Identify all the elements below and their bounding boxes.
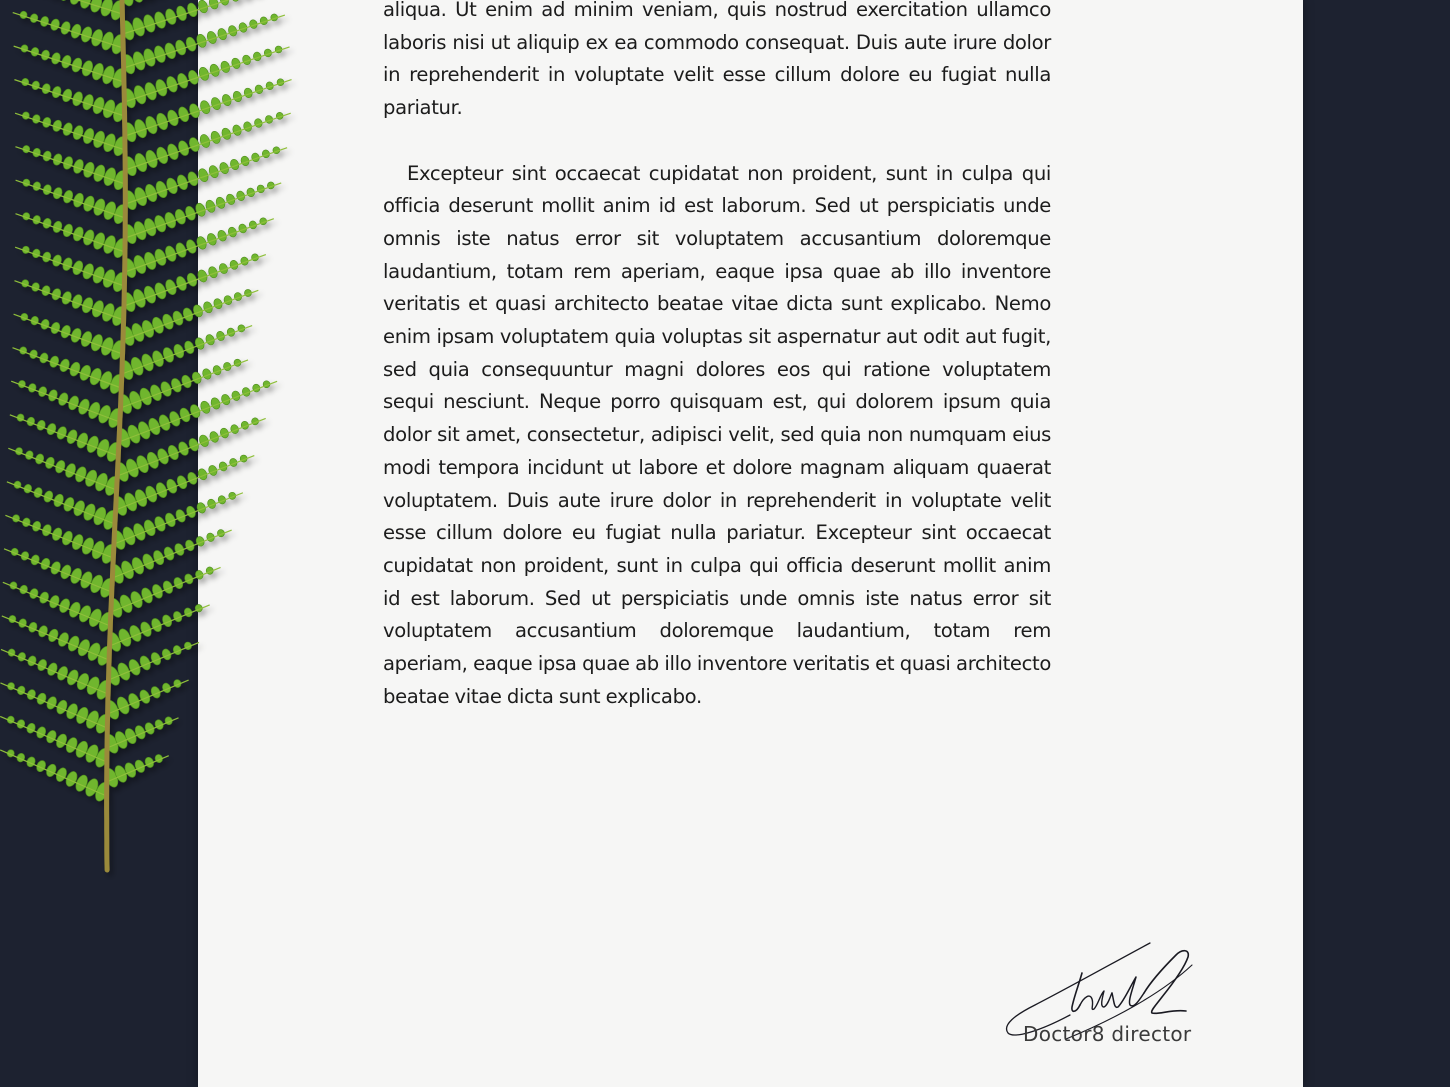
fern-leaf-icon (0, 0, 300, 880)
signature-caption: Doctor8 director (1023, 1022, 1192, 1046)
paragraph: Excepteur sint occaecat cupidatat non proident, sunt in culpa qui officia deserunt mollit anim id est laborum. Sed ut perspiciatis unde omnis iste natus error sit voluptatem accusantium doloremque laudantium, totam rem aperiam, eaque ipsa quae ab illo inventore veritatis et quasi architecto beatae vitae dicta sunt explicabo. Nemo enim ipsam voluptatem quia voluptas sit aspernatur aut odit aut fugit, sed quia consequuntur magni dolores eos qui ratione voluptatem sequi nesciunt. Neque porro quisquam est, qui dolorem ipsum quia dolor sit amet, consectetur, adipisci velit, sed quia non numquam eius modi tempora incidunt ut labore et dolore magnam aliquam quaerat voluptatem. Duis aute irure dolor in reprehenderit in voluptate velit esse cillum dolore eu fugiat nulla pariatur. Excepteur sint occaecat cupidatat non proident, sunt in culpa qui officia deserunt mollit anim id est laborum. Sed ut perspiciatis unde omnis iste natus error sit voluptatem accusantium doloremque laudantium, totam rem aperiam, eaque ipsa quae ab illo inventore veritatis et quasi architecto beatae vitae dicta sunt explicabo. (383, 161, 1051, 708)
letter-body (383, 0, 1051, 713)
fern-leaflet (58, 0, 70, 2)
paragraph: aliqua. Ut enim ad minim veniam, quis nostrud exercitation ullamco laboris nisi ut aliquip ex ea commodo consequat. Duis aute irure dolor in reprehenderit in voluptate velit esse cillum dolore eu fugiat nulla pariatur. (383, 0, 1051, 120)
fern-leaflet (230, 0, 241, 2)
